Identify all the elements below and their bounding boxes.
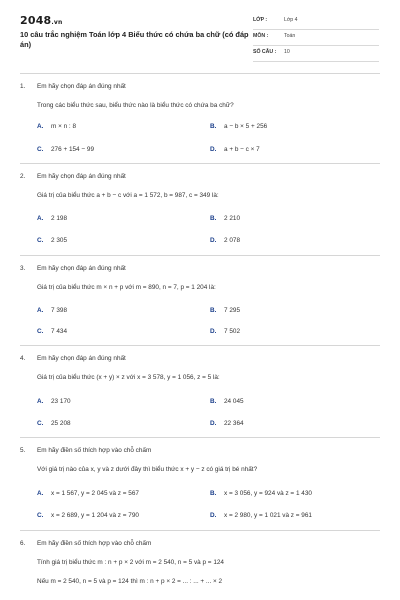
fill-in-line[interactable]: Nếu m = 2 540, n = 5 và p = 124 thì m : n + p × 2 = ... : ... + ... × 2	[37, 578, 223, 585]
question-number: 2.	[20, 173, 26, 180]
meta-value: Toán	[284, 33, 296, 39]
option-letter: D.	[210, 328, 217, 335]
question-stem: Giá trị của biểu thức a + b − c với a = 1 572, b = 987, c = 349 là:	[37, 192, 219, 199]
option-d[interactable]	[210, 146, 260, 153]
option-text: 2 078	[224, 237, 240, 244]
option-text: 23 170	[51, 398, 71, 405]
option-letter: B.	[210, 398, 217, 405]
logo-sub: .vn	[51, 19, 63, 26]
option-d[interactable]	[210, 512, 312, 519]
meta-label: MÔN :	[253, 33, 269, 39]
question-instruction: Em hãy chọn đáp án đúng nhất	[37, 173, 126, 180]
option-text: m × n : 8	[51, 123, 77, 130]
option-text: 7 502	[224, 328, 240, 335]
option-b[interactable]	[210, 307, 240, 314]
meta-label: LỚP :	[253, 17, 268, 23]
option-text: 24 045	[224, 398, 244, 405]
meta-row-count	[253, 46, 379, 62]
question-divider	[20, 530, 380, 531]
question-instruction: Em hãy chọn đáp án đúng nhất	[37, 83, 126, 90]
option-text: 7 398	[51, 307, 67, 314]
option-text: a + b − c × 7	[224, 146, 260, 153]
option-c[interactable]	[37, 237, 67, 244]
option-text: 2 305	[51, 237, 67, 244]
question-divider	[20, 437, 380, 438]
question-stem: Giá trị của biểu thức m × n + p với m = 890, n = 7, p = 1 204 là:	[37, 284, 216, 291]
option-letter: A.	[37, 307, 44, 314]
option-text: a − b × 5 + 256	[224, 123, 268, 130]
option-text: 7 434	[51, 328, 67, 335]
option-c[interactable]	[37, 420, 71, 427]
option-letter: B.	[210, 307, 217, 314]
question-instruction: Em hãy chọn đáp án đúng nhất	[37, 265, 126, 272]
question-instruction: Em hãy điền số thích hợp vào chỗ chấm	[37, 540, 152, 547]
option-d[interactable]	[210, 237, 240, 244]
option-text: x = 2 689, y = 1 204 và z = 790	[51, 512, 139, 519]
option-text: 7 295	[224, 307, 240, 314]
meta-label: SỐ CÂU :	[253, 49, 277, 55]
option-c[interactable]	[37, 328, 67, 335]
meta-value: Lớp 4	[284, 17, 298, 23]
option-letter: B.	[210, 490, 217, 497]
question-number: 5.	[20, 447, 26, 454]
option-a[interactable]	[37, 490, 139, 497]
option-b[interactable]	[210, 123, 267, 130]
option-text: x = 1 567, y = 2 045 và z = 567	[51, 490, 139, 497]
meta-row-subject	[253, 30, 379, 46]
option-a[interactable]	[37, 215, 67, 222]
question-number: 6.	[20, 540, 26, 547]
option-b[interactable]	[210, 490, 312, 497]
option-a[interactable]	[37, 123, 76, 130]
option-b[interactable]	[210, 215, 240, 222]
option-letter: B.	[210, 123, 217, 130]
question-instruction: Em hãy điền số thích hợp vào chỗ chấm	[37, 447, 152, 454]
question-stem: Giá trị của biểu thức (x + y) × z với x = 3 578, y = 1 056, z = 5 là:	[37, 374, 220, 381]
option-text: 2 198	[51, 215, 67, 222]
logo-main: 2048	[20, 14, 52, 27]
option-a[interactable]	[37, 398, 71, 405]
option-letter: A.	[37, 490, 44, 497]
option-letter: C.	[37, 328, 44, 335]
option-letter: B.	[210, 215, 217, 222]
option-text: x = 3 056, y = 924 và z = 1 430	[224, 490, 312, 497]
option-letter: D.	[210, 146, 217, 153]
option-letter: C.	[37, 146, 44, 153]
option-c[interactable]	[37, 512, 139, 519]
question-number: 3.	[20, 265, 26, 272]
option-letter: D.	[210, 420, 217, 427]
option-letter: D.	[210, 512, 217, 519]
meta-value: 10	[284, 49, 290, 55]
option-text: 22 364	[224, 420, 244, 427]
option-b[interactable]	[210, 398, 244, 405]
question-divider	[20, 255, 380, 256]
question-instruction: Em hãy chọn đáp án đúng nhất	[37, 355, 126, 362]
option-text: 25 208	[51, 420, 71, 427]
site-logo[interactable]	[20, 14, 62, 27]
option-text: 2 210	[224, 215, 240, 222]
question-number: 1.	[20, 83, 26, 90]
meta-row-class	[253, 14, 379, 30]
option-letter: A.	[37, 215, 44, 222]
question-stem: Trong các biểu thức sau, biểu thức nào là biểu thức có chứa ba chữ?	[37, 102, 234, 109]
option-d[interactable]	[210, 328, 240, 335]
question-stem: Tính giá trị biểu thức m : n + p × 2 với m = 2 540, n = 5 và p = 124	[37, 559, 224, 566]
question-number: 4.	[20, 355, 26, 362]
question-stem: Với giá trị nào của x, y và z dưới đây thì biểu thức x + y − z có giá trị bé nhất?	[37, 466, 258, 473]
option-letter: C.	[37, 237, 44, 244]
meta-info	[253, 14, 379, 62]
option-c[interactable]	[37, 146, 94, 153]
option-letter: D.	[210, 237, 217, 244]
option-letter: A.	[37, 123, 44, 130]
header-divider	[20, 73, 380, 74]
option-a[interactable]	[37, 307, 67, 314]
option-text: 276 + 154 − 99	[51, 146, 94, 153]
question-divider	[20, 345, 380, 346]
page-title: 10 câu trắc nghiệm Toán lớp 4 Biểu thức có chứa ba chữ (có đáp án)	[20, 30, 249, 49]
question-divider	[20, 163, 380, 164]
option-letter: C.	[37, 420, 44, 427]
option-letter: A.	[37, 398, 44, 405]
option-text: x = 2 980, y = 1 021 và z = 961	[224, 512, 312, 519]
option-d[interactable]	[210, 420, 244, 427]
option-letter: C.	[37, 512, 44, 519]
